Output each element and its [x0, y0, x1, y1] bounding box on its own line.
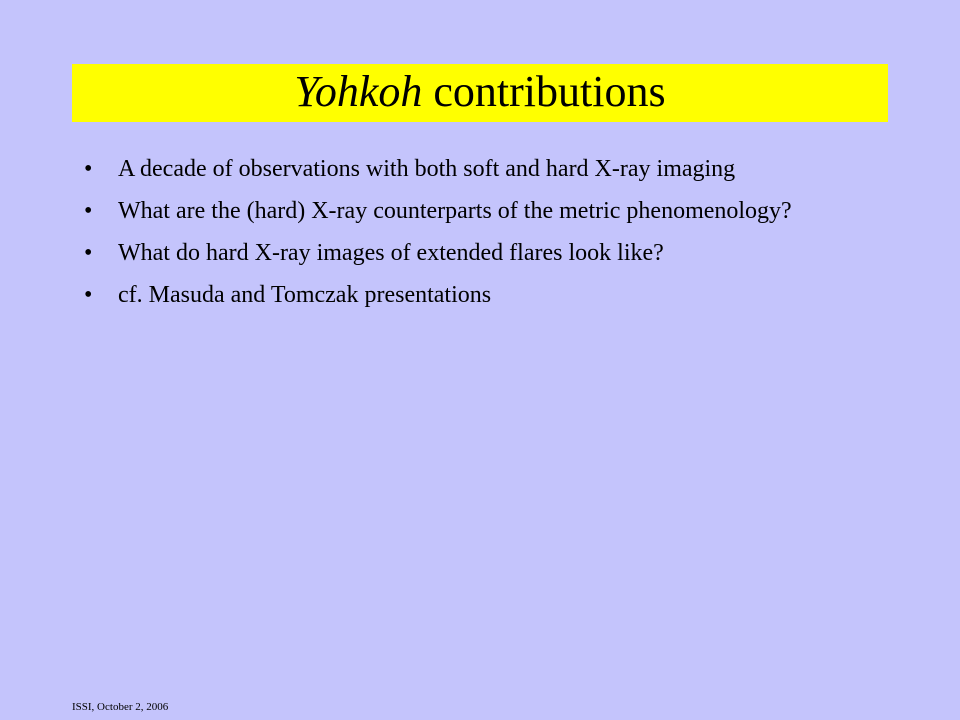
bullet-icon: •: [84, 282, 93, 308]
title-rest: contributions: [422, 67, 666, 116]
footer-text: ISSI, October 2, 2006: [72, 701, 169, 713]
title-italic: Yohkoh: [294, 67, 423, 116]
page-title: [294, 67, 666, 116]
bullet-text: cf. Masuda and Tomczak presentations: [118, 282, 492, 308]
bullet-item: [84, 195, 864, 228]
bullet-icon: •: [84, 156, 93, 182]
bullet-text: What are the (hard) X-ray counterparts of the metric phenomenology?: [118, 198, 792, 224]
bullet-list: [84, 153, 864, 321]
bullet-icon: •: [84, 198, 93, 224]
bullet-icon: •: [84, 240, 93, 266]
bullet-text: What do hard X-ray images of extended flares look like?: [118, 240, 664, 266]
title-bar: [72, 64, 888, 122]
bullet-item: [84, 153, 864, 186]
bullet-item: [84, 279, 864, 312]
bullet-text: A decade of observations with both soft and hard X-ray imaging: [118, 156, 736, 182]
bullet-item: [84, 237, 864, 270]
